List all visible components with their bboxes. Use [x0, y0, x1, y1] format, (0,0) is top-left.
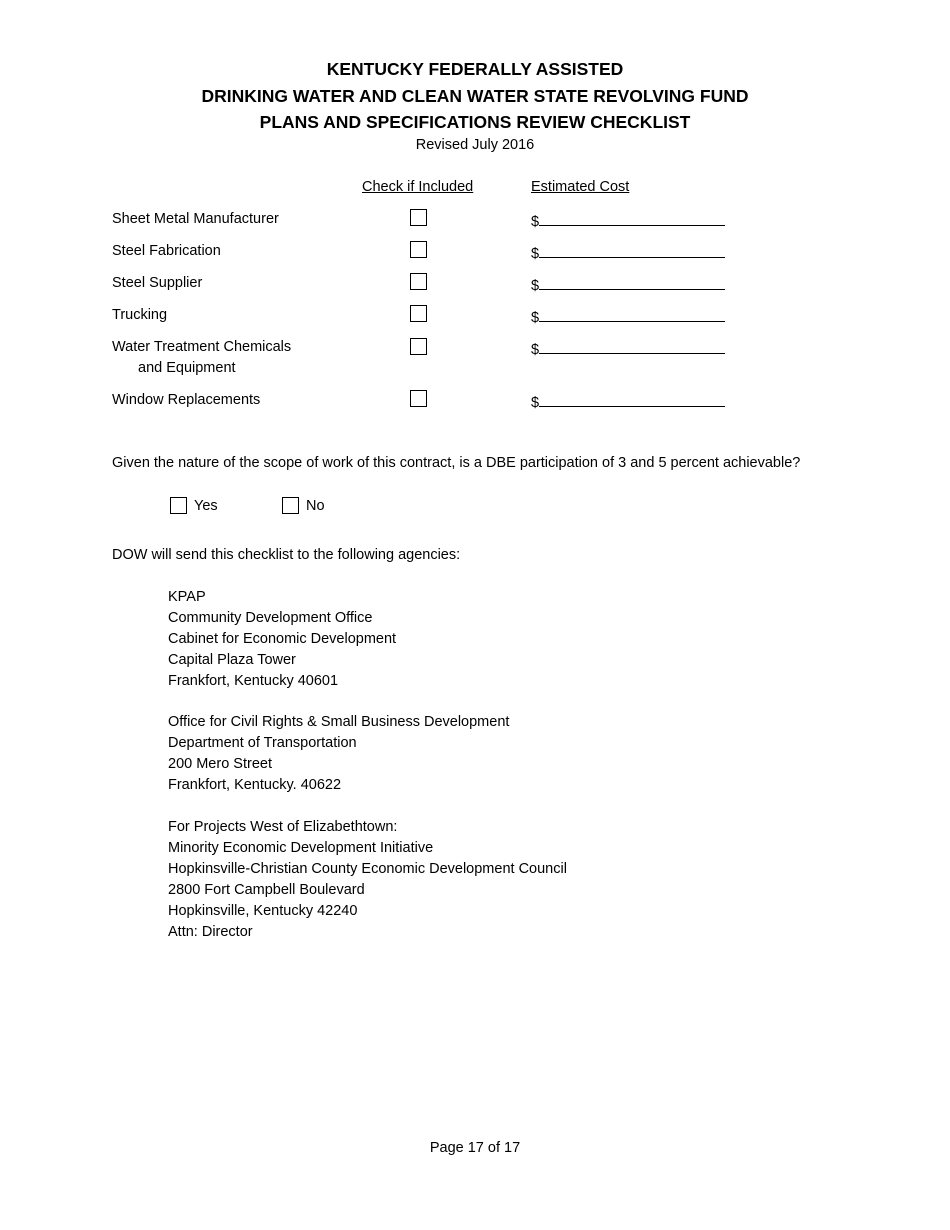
item-checkbox[interactable] [410, 305, 427, 322]
address-line: KPAP [168, 589, 206, 605]
cost-blank-line[interactable] [539, 392, 725, 407]
yes-checkbox[interactable] [170, 497, 187, 514]
item-label-continued: and Equipment [138, 360, 236, 376]
item-label: Trucking [112, 307, 168, 323]
title-line-2: DRINKING WATER AND CLEAN WATER STATE REVOLVING FUND [201, 86, 749, 106]
item-label: Steel Supplier [112, 275, 203, 291]
item-checkbox[interactable] [410, 209, 427, 226]
revised-date: Revised July 2016 [415, 137, 535, 153]
item-checkbox[interactable] [410, 241, 427, 258]
address-line: Community Development Office [168, 610, 373, 626]
dollar-sign: $ [531, 246, 540, 262]
cost-field[interactable] [531, 243, 725, 262]
item-label: Sheet Metal Manufacturer [112, 211, 279, 227]
address-line: 2800 Fort Campbell Boulevard [168, 882, 365, 898]
yes-label: Yes [194, 498, 218, 514]
agency-address-kpap [168, 587, 396, 692]
item-label: Water Treatment Chemicals [112, 339, 292, 355]
column-header-cost: Estimated Cost [531, 179, 630, 195]
address-line: For Projects West of Elizabethtown: [168, 819, 398, 835]
item-label: Steel Fabrication [112, 243, 221, 259]
address-line: Cabinet for Economic Development [168, 631, 397, 647]
address-line: 200 Mero Street [168, 756, 272, 772]
column-header-check: Check if Included [362, 179, 474, 195]
address-line: Office for Civil Rights & Small Business Development [168, 714, 510, 730]
cost-field[interactable] [531, 275, 725, 294]
dollar-sign: $ [531, 342, 540, 358]
address-line: Department of Transportation [168, 735, 357, 751]
cost-blank-line[interactable] [539, 307, 725, 322]
address-line: Frankfort, Kentucky 40601 [168, 673, 339, 689]
dollar-sign: $ [531, 395, 540, 411]
agency-address-civil-rights [168, 712, 509, 796]
no-checkbox[interactable] [282, 497, 299, 514]
agencies-intro: DOW will send this checklist to the following agencies: [112, 547, 461, 563]
address-line: Minority Economic Development Initiative [168, 840, 434, 856]
item-checkbox[interactable] [410, 390, 427, 407]
dollar-sign: $ [531, 310, 540, 326]
cost-field[interactable] [531, 307, 725, 326]
item-checkbox[interactable] [410, 338, 427, 355]
cost-field[interactable] [531, 392, 725, 411]
address-line: Attn: Director [168, 924, 253, 940]
dollar-sign: $ [531, 278, 540, 294]
title-line-3: PLANS AND SPECIFICATIONS REVIEW CHECKLIST [259, 112, 691, 132]
cost-blank-line[interactable] [539, 339, 725, 354]
page-number: Page 17 of 17 [429, 1140, 521, 1156]
item-label: Window Replacements [112, 392, 261, 408]
agency-address-hopkinsville [168, 817, 567, 943]
address-line: Hopkinsville-Christian County Economic Development Council [168, 861, 567, 877]
address-line: Frankfort, Kentucky. 40622 [168, 777, 342, 793]
cost-blank-line[interactable] [539, 275, 725, 290]
cost-blank-line[interactable] [539, 211, 725, 226]
title-line-1: KENTUCKY FEDERALLY ASSISTED [326, 59, 624, 79]
cost-field[interactable] [531, 339, 725, 358]
item-checkbox[interactable] [410, 273, 427, 290]
cost-blank-line[interactable] [539, 243, 725, 258]
cost-field[interactable] [531, 211, 725, 230]
dbe-question: Given the nature of the scope of work of this contract, is a DBE participation of 3 and 5 percent achievable? [112, 455, 801, 471]
address-line: Hopkinsville, Kentucky 42240 [168, 903, 358, 919]
no-label: No [306, 498, 325, 514]
address-line: Capital Plaza Tower [168, 652, 296, 668]
dollar-sign: $ [531, 214, 540, 230]
